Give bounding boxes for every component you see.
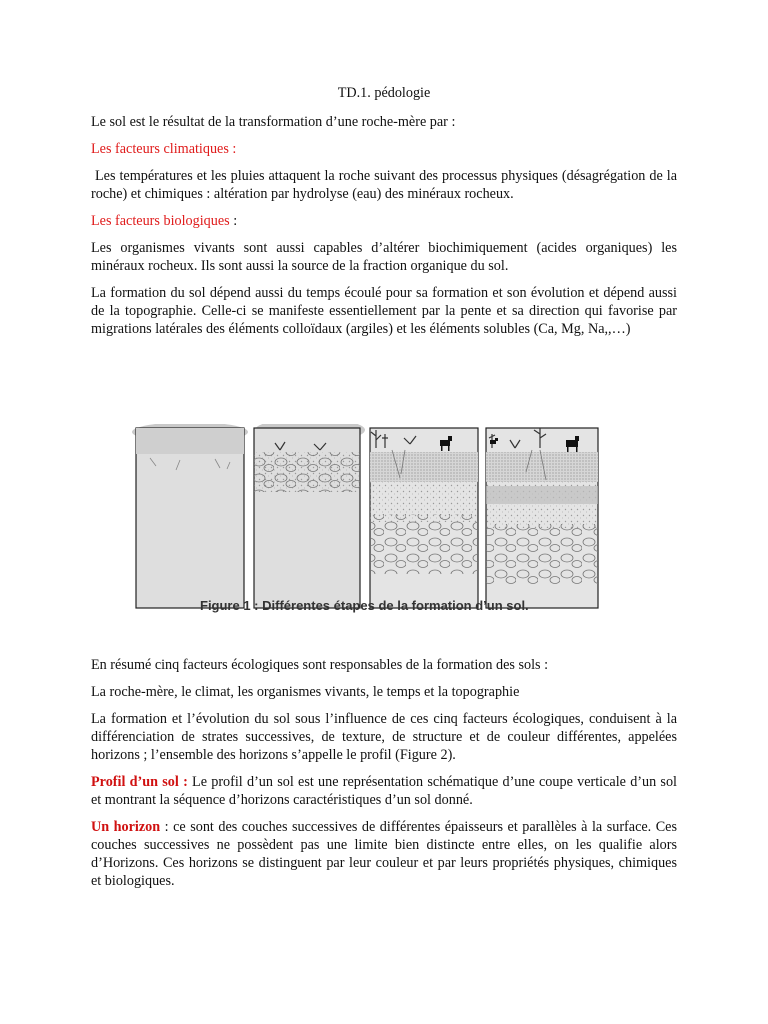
document-title: TD.1. pédologie <box>337 85 431 101</box>
profile-term: Profil d’un sol : <box>91 774 188 790</box>
climatic-heading <box>91 140 677 158</box>
time-topography-paragraph: La formation du sol dépend aussi du temps écoulé pour sa formation et son évolution et dépend aussi de la topographie. Celle-ci se manifeste essentiellement par la pente et sa direction qui favorise par migrations latérales des éléments colloïdaux (argiles) et les éléments solubles (Ca, Mg, Na,,…) <box>91 285 677 337</box>
soil-formation-figure <box>120 424 648 620</box>
horizons-intro-paragraph: La formation et l’évolution du sol sous l’influence de ces cinq facteurs écologiques, conduisent à la différenciation de strates successives, de texture, de structure et de couleur différentes, appelées horizons ; l’ensemble des horizons s’appelle le profil (Figure 2). <box>91 711 677 763</box>
profile-paragraph <box>91 773 677 809</box>
document-body <box>91 84 677 347</box>
summary-paragraph: En résumé cinq facteurs écologiques sont responsables de la formation des sols : <box>91 657 549 673</box>
stage-2-panel <box>254 424 365 608</box>
climatic-paragraph: Les températures et les pluies attaquent la roche suivant des processus physiques (désagrégation de la roche) et chimiques : altération par hydrolyse (eau) des minéraux rocheux. <box>91 168 677 202</box>
biological-heading <box>91 212 677 230</box>
stage-4-panel <box>486 428 598 608</box>
biological-heading-text: Les facteurs biologiques <box>91 213 230 229</box>
biological-heading-suffix: : <box>229 213 238 229</box>
figure-caption: Figure 1 : Différentes étapes de la formation d’un sol. <box>200 598 529 613</box>
document-body-lower <box>91 656 677 899</box>
stage-1-panel <box>132 424 248 608</box>
biological-paragraph: Les organismes vivants sont aussi capables d’altérer biochimiquement (acides organiques) les minéraux rocheux. Ils sont aussi la source de la fraction organique du sol. <box>91 240 677 274</box>
factors-list-paragraph: La roche-mère, le climat, les organismes vivants, le temps et la topographie <box>91 684 520 700</box>
stage-3-panel <box>370 428 478 608</box>
horizon-term: Un horizon <box>91 819 161 835</box>
climatic-heading-text: Les facteurs climatiques : <box>91 141 237 157</box>
horizon-paragraph <box>91 818 677 890</box>
horizon-definition: : ce sont des couches successives de différentes épaisseurs et parallèles à la surface. Ces couches successives ne possèdent pas une limite bien distincte entre elles, on les qualifie alors d’Horizons. Ces horizons se distinguent par leur couleur et par leurs propriétés physiques, chimiques et biologiques. <box>91 819 677 889</box>
intro-paragraph: Le sol est le résultat de la transformation d’une roche-mère par : <box>91 114 456 130</box>
profile-definition: Le profil d’un sol est une représentation schématique d’une coupe verticale d’un sol et montrant la séquence d’horizons caractéristiques d’un sol donné. <box>91 774 677 808</box>
